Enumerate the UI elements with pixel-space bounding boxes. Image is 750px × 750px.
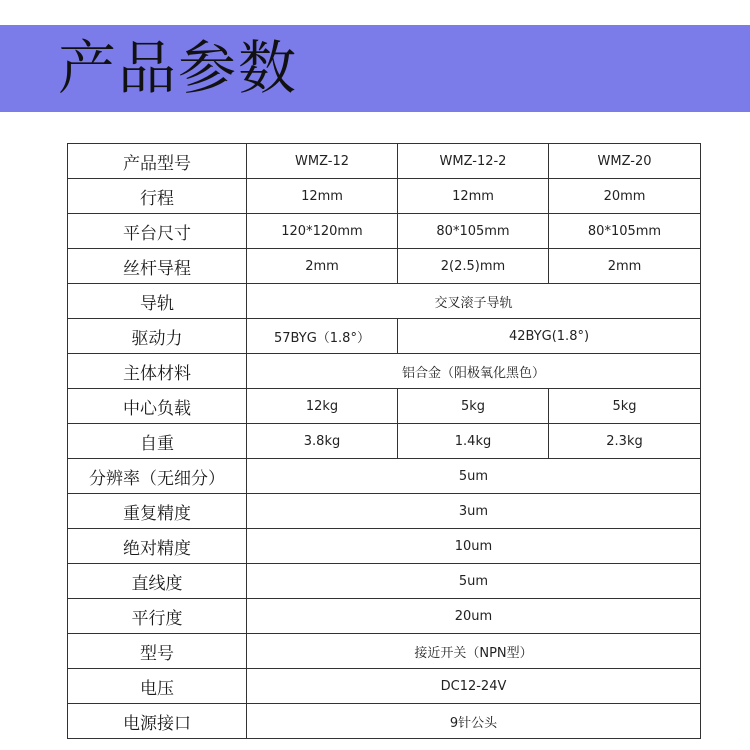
row-stroke <box>68 179 701 214</box>
sensor-model-value: 接近开关（NPN型） <box>247 634 701 669</box>
parallelism-value: 20um <box>247 599 701 634</box>
label-absolute-accuracy: 绝对精度 <box>68 529 247 564</box>
row-sensor-model <box>68 634 701 669</box>
stroke-value: 20mm <box>549 179 701 214</box>
row-platform-size <box>68 214 701 249</box>
driving-force-value: 42BYG(1.8°) <box>398 319 701 354</box>
self-weight-value: 2.3kg <box>549 424 701 459</box>
power-connector-value: 9针公头 <box>247 704 701 739</box>
platform-size-value: 80*105mm <box>398 214 549 249</box>
row-voltage <box>68 669 701 704</box>
row-parallelism <box>68 599 701 634</box>
label-body-material: 主体材料 <box>68 354 247 389</box>
screw-lead-value: 2(2.5)mm <box>398 249 549 284</box>
screw-lead-value: 2mm <box>247 249 398 284</box>
label-straightness: 直线度 <box>68 564 247 599</box>
label-resolution: 分辨率（无细分） <box>68 459 247 494</box>
row-center-load <box>68 389 701 424</box>
model-wmz-12: WMZ-12 <box>247 144 398 179</box>
label-repeatability: 重复精度 <box>68 494 247 529</box>
platform-size-value: 120*120mm <box>247 214 398 249</box>
label-voltage: 电压 <box>68 669 247 704</box>
row-guide-rail <box>68 284 701 319</box>
driving-force-value: 57BYG（1.8°） <box>247 319 398 354</box>
row-self-weight <box>68 424 701 459</box>
screw-lead-value: 2mm <box>549 249 701 284</box>
repeatability-value: 3um <box>247 494 701 529</box>
label-power-connector: 电源接口 <box>68 704 247 739</box>
stroke-value: 12mm <box>398 179 549 214</box>
center-load-value: 12kg <box>247 389 398 424</box>
center-load-value: 5kg <box>549 389 701 424</box>
label-self-weight: 自重 <box>68 424 247 459</box>
absolute-accuracy-value: 10um <box>247 529 701 564</box>
label-parallelism: 平行度 <box>68 599 247 634</box>
header-banner <box>0 25 750 112</box>
resolution-value: 5um <box>247 459 701 494</box>
self-weight-value: 1.4kg <box>398 424 549 459</box>
label-screw-lead: 丝杆导程 <box>68 249 247 284</box>
body-material-value: 铝合金（阳极氧化黑色） <box>247 354 701 389</box>
label-sensor-model: 型号 <box>68 634 247 669</box>
row-power-connector <box>68 704 701 739</box>
row-resolution <box>68 459 701 494</box>
label-stroke: 行程 <box>68 179 247 214</box>
page-title: 产品参数 <box>58 34 299 102</box>
label-center-load: 中心负载 <box>68 389 247 424</box>
label-driving-force: 驱动力 <box>68 319 247 354</box>
label-model: 产品型号 <box>68 144 247 179</box>
row-model <box>68 144 701 179</box>
row-absolute-accuracy <box>68 529 701 564</box>
voltage-value: DC12-24V <box>247 669 701 704</box>
stroke-value: 12mm <box>247 179 398 214</box>
straightness-value: 5um <box>247 564 701 599</box>
model-wmz-12-2: WMZ-12-2 <box>398 144 549 179</box>
row-repeatability <box>68 494 701 529</box>
row-body-material <box>68 354 701 389</box>
center-load-value: 5kg <box>398 389 549 424</box>
self-weight-value: 3.8kg <box>247 424 398 459</box>
guide-rail-value: 交叉滚子导轨 <box>247 284 701 319</box>
label-platform-size: 平台尺寸 <box>68 214 247 249</box>
model-wmz-20: WMZ-20 <box>549 144 701 179</box>
label-guide-rail: 导轨 <box>68 284 247 319</box>
row-straightness <box>68 564 701 599</box>
row-driving-force <box>68 319 701 354</box>
row-screw-lead <box>68 249 701 284</box>
platform-size-value: 80*105mm <box>549 214 701 249</box>
spec-table <box>67 143 701 739</box>
